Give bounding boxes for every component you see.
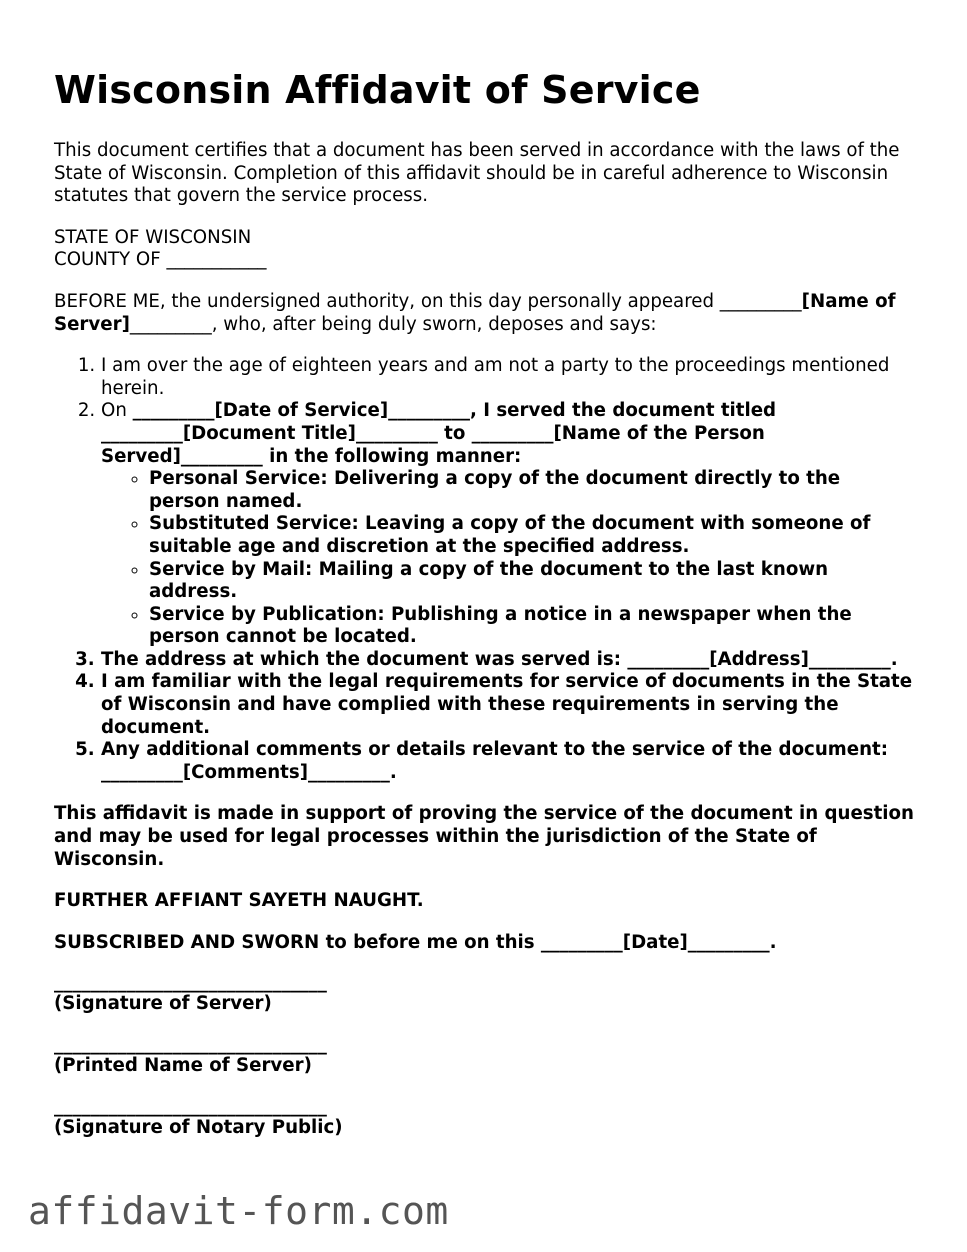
document-page: [54, 64, 916, 1139]
deposition-list: [54, 355, 916, 784]
item-1-text: I am over the age of eighteen years and am not a party to the proceedings mentioned herein.: [101, 355, 890, 399]
item-4-text: I am familiar with the legal requirements for service of documents in the State of Wisconsin and have complied with these requirements in serving the document.: [101, 671, 913, 738]
server-signature-line: ______________________________: [54, 972, 327, 994]
list-item: [101, 739, 916, 784]
venue-block: [54, 227, 916, 272]
item-2-text: _________[Date of Service]_________, I served the document titled _________[Document Title]_________ to _________[Name of the Person Served]_________ in the following manner:: [101, 400, 777, 467]
site-watermark: affidavit-form.com: [28, 1189, 449, 1233]
signature-block: [54, 973, 916, 1139]
item-5-text: Any additional comments or details relevant to the service of the document: _________[Comments]_________.: [101, 739, 888, 783]
service-methods-list: [101, 468, 916, 649]
subscribed-sworn: SUBSCRIBED AND SWORN to before me on this _________[Date]_________.: [54, 931, 777, 953]
before-me-line: _________: [129, 313, 212, 335]
before-me-paragraph: [54, 291, 916, 336]
notary-signature-line: ______________________________: [54, 1095, 327, 1117]
support-statement: This affidavit is made in support of proving the service of the document in question and may be used for legal processes within the jurisdiction of the State of Wisconsin.: [54, 803, 914, 870]
venue-state: STATE OF WISCONSIN: [54, 226, 252, 248]
server-name-field: [Name of Server]: [54, 290, 896, 335]
list-item: [101, 649, 916, 672]
before-me-suffix: , who, after being duly sworn, deposes and says:: [211, 313, 657, 335]
printed-name-line: ______________________________: [54, 1034, 327, 1055]
intro-paragraph: This document certifies that a document has been served in accordance with the laws of the State of Wisconsin. Completion of this affidavit should be in careful adherence to Wisconsin statutes that govern the service process.: [54, 140, 900, 207]
before-me-prefix: BEFORE ME, the undersigned authority, on this day personally appeared _________: [54, 290, 802, 312]
server-signature-label: (Signature of Server): [54, 993, 272, 1015]
document-title: Wisconsin Affidavit of Service: [54, 68, 701, 112]
item-3-text: The address at which the document was served is: _________[Address]_________.: [101, 648, 898, 670]
list-item: [101, 355, 916, 400]
venue-county: COUNTY OF ___________: [54, 249, 267, 271]
notary-signature-label: (Signature of Notary Public): [54, 1116, 343, 1138]
method-item: ◦ Service by Mail: Mailing a copy of the document to the last known address.: [149, 559, 916, 604]
method-item: ◦ Substituted Service: Leaving a copy of the document with someone of suitable age and discretion at the specified address.: [149, 513, 916, 558]
list-item: [101, 400, 916, 649]
printed-name-label: (Printed Name of Server): [54, 1055, 312, 1076]
method-item: ◦ Personal Service: Delivering a copy of the document directly to the person named.: [149, 468, 916, 513]
list-item: [101, 671, 916, 739]
item-2-prefix: On: [101, 400, 133, 422]
method-item: ◦ Service by Publication: Publishing a notice in a newspaper when the person cannot be located.: [149, 604, 916, 649]
further-affiant: FURTHER AFFIANT SAYETH NAUGHT.: [54, 890, 424, 912]
